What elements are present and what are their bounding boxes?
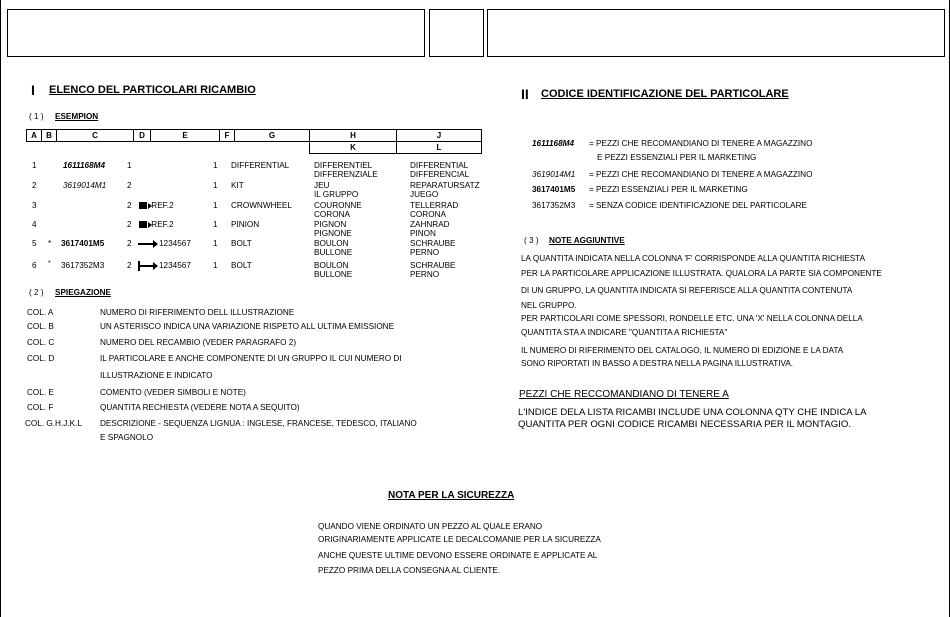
row1-col-c: 1611168M4 [63, 161, 106, 170]
stock-title: PEZZI CHE RECCOMANDIANO DI TENERE A [519, 389, 729, 400]
header-col-f: F [220, 130, 235, 142]
stock-text-2: QUANTITA PER OGNI CODICE RICAMBI NECESSARIA PER IL MONTAGIO. [518, 419, 851, 430]
row4-col-f: 1 [213, 220, 218, 229]
row3-col-d: 2 [127, 201, 132, 210]
row6-col-j: SCHRAUBE [410, 261, 456, 270]
row6-col-d: 2 [127, 261, 132, 270]
row4-col-h: PIGNON [314, 220, 347, 229]
code-desc-1-cont: E PEZZI ESSENZIALI PER IL MARKETING [597, 153, 757, 162]
safety-line-3: ANCHE QUESTE ULTIME DEVONO ESSERE ORDINATE E APPLICATE AL [318, 551, 598, 560]
safety-line-2: ORIGINARIAMENTE APPLICATE LE DECALCOMANIE PER LA SICUREZZA [318, 535, 601, 544]
row4-col-g: PINION [231, 220, 260, 229]
row1-col-g: DIFFERENTIAL [231, 161, 290, 170]
header-col-e: E [151, 130, 220, 142]
header-col-b: B [42, 130, 57, 142]
header-box-middle [429, 9, 484, 57]
row2-col-j: REPARATURSATZ [410, 181, 480, 190]
row6-col-f: 1 [213, 261, 218, 270]
row3-col-f: 1 [213, 201, 218, 210]
header-col-a: A [27, 130, 42, 142]
row2-col-h: JEU [314, 181, 330, 190]
row5-col-c: 3617401M5 [61, 239, 105, 248]
row4-col-a: 4 [32, 220, 37, 229]
code-desc-4: = SENZA CODICE IDENTIFICAZIONE DEL PARTICOLARE [589, 201, 807, 210]
code-example-4: 3617352M3 [532, 201, 576, 210]
example-title: ESEMPION [55, 112, 99, 121]
expl-text-a: NUMERO DI RIFERIMENTO DELL ILLUSTRAZIONE [100, 308, 295, 317]
code-example-2: 3619014M1 [532, 170, 576, 179]
row6-col-e [138, 261, 191, 271]
expl-text-b: UN ASTERISCO INDICA UNA VARIAZIONE RISPETO ALL ULTIMA EMISSIONE [100, 322, 395, 331]
row5-col-a: 5 [32, 239, 37, 248]
expl-col-f: COL. F [27, 403, 54, 412]
expl-col-b: COL. B [27, 322, 54, 331]
code-desc-2: = PEZZI CHE RECOMANDIANO DI TENERE A MAGAZZINO [589, 170, 813, 179]
row2-col-g: KIT [231, 181, 244, 190]
row5-col-f: 1 [213, 239, 218, 248]
header-box-left [7, 9, 425, 57]
header-col-k: K [310, 142, 397, 154]
row6-col-a: 6 [32, 261, 37, 270]
safety-title: NOTA PER LA SICUREZZA [388, 490, 515, 501]
expl-col-e: COL. E [27, 388, 54, 397]
code-example-1: 1611168M4 [532, 139, 575, 148]
row6-col-b: * [48, 260, 51, 267]
row5-col-g: BOLT [231, 239, 252, 248]
notes-label: ( 3 ) [524, 236, 539, 245]
row3-col-h: COURONNE [314, 201, 362, 210]
header-col-l: L [397, 142, 482, 154]
row4-col-d: 2 [127, 220, 132, 229]
safety-line-1: QUANDO VIENE ORDINATO UN PEZZO AL QUALE ERANO [318, 522, 543, 531]
row6-ref-text: 1234567 [159, 261, 191, 270]
note-line-2: PER LA PARTICOLARE APPLICAZIONE ILLUSTRATA. QUALORA LA PARTE SIA COMPONENTE [521, 269, 882, 278]
expl-col-g: COL. G.H.J.K.L [25, 419, 82, 428]
row1-col-k: DIFFERENZIALE [314, 170, 378, 179]
row3-col-l: CORONA [410, 210, 446, 219]
row2-col-d: 2 [127, 181, 132, 190]
row6-col-k: BULLONE [314, 270, 353, 279]
row6-col-l: PERNO [410, 270, 440, 279]
note-line-4: NEL GRUPPO. [521, 301, 577, 310]
row2-col-l: JUEGO [410, 190, 439, 199]
header-col-c: C [57, 130, 134, 142]
row1-col-f: 1 [213, 161, 218, 170]
row1-col-l: DIFFERENCIAL [410, 170, 470, 179]
row1-col-j: DIFFERENTIAL [410, 161, 469, 170]
section-one-numeral: I [31, 82, 35, 98]
bar-arrow-icon [138, 265, 156, 267]
expl-col-d: COL. D [27, 354, 55, 363]
expl-text-c: NUMERO DEL RECAMBIO (VEDER PARAGRAFO 2) [100, 338, 297, 347]
row4-col-k: PIGNONE [314, 229, 352, 238]
expl-col-c: COL. C [27, 338, 55, 347]
section-one-title: ELENCO DEL PARTICOLARI RICAMBIO [49, 84, 256, 96]
example-label: ( 1 ) [29, 112, 44, 121]
row2-col-f: 1 [213, 181, 218, 190]
row1-col-d: 1 [127, 161, 132, 170]
row1-col-h: DIFFERENTIEL [314, 161, 373, 170]
note-line-5: PER PARTICOLARI COME SPESSORI, RONDELLE ETC. UNA 'X' NELLA COLONNA DELLA [521, 314, 863, 323]
row2-col-k: IL GRUPPO [314, 190, 359, 199]
row3-col-g: CROWNWHEEL [231, 201, 292, 210]
row6-col-c: 3617352M3 [61, 261, 105, 270]
section-two-title: CODICE IDENTIFICAZIONE DEL PARTICOLARE [541, 88, 789, 100]
row2-col-c: 3619014M1 [63, 181, 107, 190]
note-line-8: SONO RIPORTATI IN BASSO A DESTRA NELLA PAGINA ILLUSTRATIVA. [521, 359, 794, 368]
expl-text-e: COMENTO (VEDER SIMBOLI E NOTE) [100, 388, 246, 397]
row5-col-l: PERNO [410, 248, 440, 257]
row6-col-h: BOULON [314, 261, 349, 270]
row2-col-a: 2 [32, 181, 37, 190]
row5-col-b: * [48, 239, 52, 248]
row5-col-h: BOULON [314, 239, 349, 248]
row3-col-k: CORONA [314, 210, 350, 219]
expl-text-d-cont: ILLUSTRAZIONE E INDICATO [100, 371, 213, 380]
header-col-d: D [134, 130, 151, 142]
note-line-6: QUANTITA STA A INDICARE "QUANTITA A RICHIESTA" [521, 328, 728, 337]
note-line-7: IL NUMERO DI RIFERIMENTO DEL CATALOGO, IL NUMERO DI EDIZIONE E LA DATA [521, 346, 844, 355]
code-desc-1: = PEZZI CHE RECOMANDIANO DI TENERE A MAGAZZINO [589, 139, 813, 148]
row5-col-d: 2 [127, 239, 132, 248]
header-col-j: J [397, 130, 482, 142]
note-line-3: DI UN GRUPPO, LA QUANTITA INDICATA SI REFERISCE ALLA QUANTITA CONTENUTA [521, 286, 853, 295]
row3-col-e [139, 201, 174, 211]
notes-title: NOTE AGGIUNTIVE [549, 236, 625, 245]
row3-col-a: 3 [32, 201, 37, 210]
row1-col-a: 1 [32, 161, 37, 170]
expl-text-g: DESCRIZIONE - SEQUENZA LIGNUA : INGLESE, FRANCESE, TEDESCO, ITALIANO [100, 419, 417, 428]
expl-col-a: COL. A [27, 308, 54, 317]
expl-text-f: QUANTITA RECHIESTA (VEDERE NOTA A SEQUITO) [100, 403, 300, 412]
expl-text-g-cont: E SPAGNOLO [100, 433, 154, 442]
arrow-icon [138, 243, 156, 245]
row3-col-j: TELLERRAD [410, 201, 459, 210]
expl-text-d: IL PARTICOLARE E ANCHE COMPONENTE DI UN GRUPPO IL CUI NUMERO DI [100, 354, 402, 363]
group-ref-icon [139, 221, 147, 228]
stock-text-1: L'INDICE DELA LISTA RICAMBI INCLUDE UNA COLONNA QTY CHE INDICA LA [518, 407, 867, 418]
explanation-title: SPIEGAZIONE [55, 288, 111, 297]
header-box-right [487, 9, 945, 57]
row3-ref-text: REF.2 [151, 201, 174, 210]
row5-ref-text: 1234567 [159, 239, 191, 248]
row5-col-j: SCHRAUBE [410, 239, 456, 248]
safety-line-4: PEZZO PRIMA DELLA CONSEGNA AL CLIENTE. [318, 566, 501, 575]
row4-col-j: ZAHNRAD [410, 220, 450, 229]
row4-col-l: PINON [410, 229, 436, 238]
parts-table-header [26, 129, 482, 154]
section-two-numeral: II [521, 86, 529, 102]
group-ref-icon [139, 202, 147, 209]
note-line-1: LA QUANTITA INDICATA NELLA COLONNA 'F' CORRISPONDE ALLA QUANTITA RICHIESTA [521, 254, 866, 263]
code-example-3: 3617401M5 [532, 185, 576, 194]
row6-col-g: BOLT [231, 261, 252, 270]
row4-col-e [139, 220, 174, 230]
explanation-label: ( 2 ) [29, 288, 44, 297]
code-desc-3: = PEZZI ESSENZIALI PER IL MARKETING [589, 185, 748, 194]
row4-ref-text: REF.2 [151, 220, 174, 229]
header-col-h: H [310, 130, 397, 142]
header-col-g: G [235, 130, 310, 142]
row5-col-e [138, 239, 191, 249]
row5-col-k: BULLONE [314, 248, 353, 257]
